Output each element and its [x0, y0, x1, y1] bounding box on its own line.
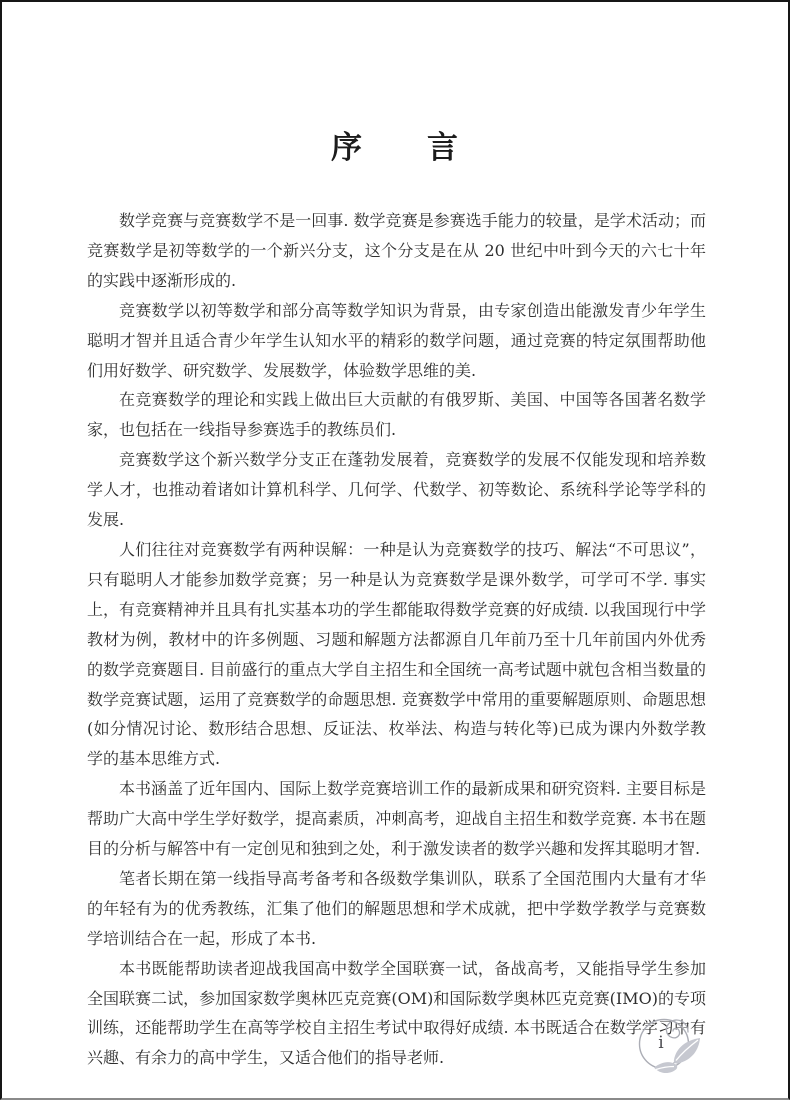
- paragraph: 竞赛数学这个新兴数学分支正在蓬勃发展着，竞赛数学的发展不仅能发现和培养数学人才，也推动着诸如计算机科学、几何学、代数学、初等数论、系统科学论等学科的发展.: [87, 450, 706, 530]
- paragraph: 竞赛数学以初等数学和部分高等数学知识为背景，由专家创造出能激发青少年学生聪明才智并且适合青少年学生认知水平的精彩的数学问题，通过竞赛的特定氛围帮助他们用好数学、研究数学、发展数学，体验数学思维的美.: [87, 300, 706, 380]
- page-title: 序 言: [331, 130, 459, 166]
- paragraph: 本书既能帮助读者迎战我国高中数学全国联赛一试，备战高考，又能指导学生参加全国联赛二试，参加国家数学奥林匹克竞赛(OM)和国际数学奥林匹克竞赛(IMO)的专项训练，还能帮助学生在高等学校自主招生考试中取得好成绩. 本书既适合在数学学习中有兴趣、有余力的高中学生，又适合他们的指导老师.: [87, 958, 706, 1068]
- paragraph: 人们往往对竞赛数学有两种误解：一种是认为竞赛数学的技巧、解法“不可思议”，只有聪明人才能参加数学竞赛；另一种是认为竞赛数学是课外数学，可学可不学. 事实上，有竞赛精神并且具有扎实基本功的学生都能取得数学竞赛的好成绩. 以我国现行中学教材为例，教材中的许多例题、习题和解题方法都源自几年前乃至十几年前国内外优秀的数学竞赛题目. 目前盛行的重点大学自主招生和全国统一高考试题中就包含相当数量的数学竞赛试题，运用了竞赛数学的命题思想. 竞赛数学中常用的重要解题原则、命题思想(如分情况讨论、数形结合思想、反证法、枚举法、构造与转化等)已成为课内外数学教学的基本思维方式.: [87, 539, 706, 769]
- paragraph: 笔者长期在第一线指导高考备考和各级数学集训队，联系了全国范围内大量有才华的年轻有为的优秀教练，汇集了他们的解题思想和学术成就，把中学数学教学与竞赛数学培训结合在一起，形成了本书.: [87, 868, 706, 948]
- paragraph: 在竞赛数学的理论和实践上做出巨大贡献的有俄罗斯、美国、中国等各国著名数学家，也包括在一线指导参赛选手的教练员们.: [87, 390, 706, 440]
- preface-content: [87, 206, 706, 1073]
- page-number: i: [658, 1033, 664, 1053]
- spiral-leaf-ornament-icon: [624, 1004, 704, 1084]
- paragraph: 数学竞赛与竞赛数学不是一回事. 数学竞赛是参赛选手能力的较量，是学术活动；而竞赛数学是初等数学的一个新兴分支，这个分支是在从 20 世纪中叶到今天的六七十年的实践中逐渐形成的.: [87, 211, 706, 290]
- paragraph: 本书涵盖了近年国内、国际上数学竞赛培训工作的最新成果和研究资料. 主要目标是帮助广大高中学生学好数学，提高素质，冲刺高考，迎战自主招生和数学竞赛. 本书在题目的分析与解答中有一定创见和独到之处，利于激发读者的数学兴趣和发挥其聪明才智.: [87, 779, 706, 859]
- page-number-ornament: [624, 1004, 704, 1084]
